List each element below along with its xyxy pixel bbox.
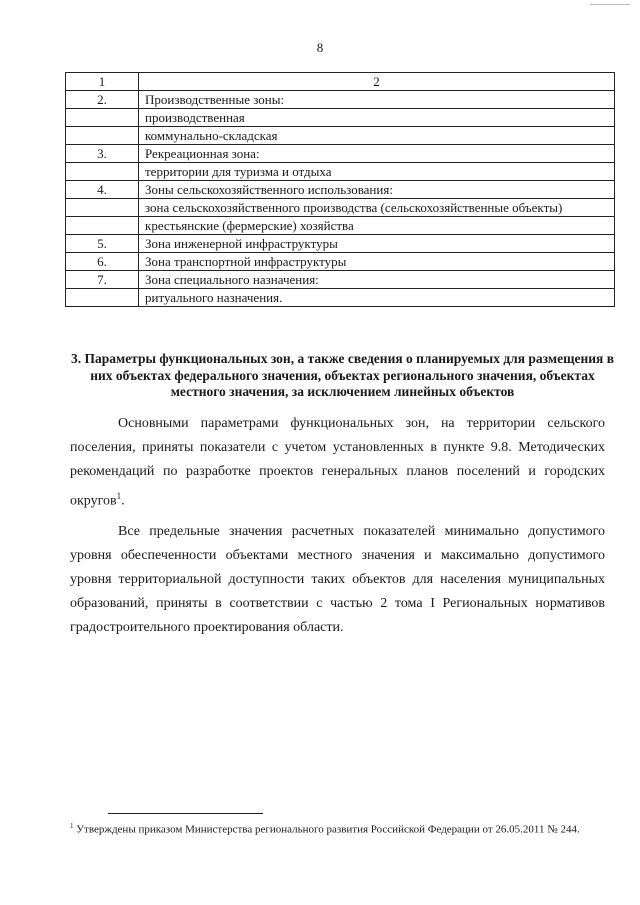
table-row-number (66, 109, 139, 127)
scan-edge-mark (590, 0, 630, 5)
footnote-separator (108, 813, 263, 814)
table-row-number: 4. (66, 181, 139, 199)
table-row-zone: Рекреационная зона: (139, 145, 615, 163)
table-row-number: 3. (66, 145, 139, 163)
table-row-number: 2. (66, 91, 139, 109)
table-row-number (66, 217, 139, 235)
table-row (66, 253, 615, 271)
table-row (66, 199, 615, 217)
table-row-number (66, 127, 139, 145)
table-row-number: 5. (66, 235, 139, 253)
page-number: 8 (316, 40, 324, 55)
table-row-number (66, 163, 139, 181)
paragraph-parameters-text: Основными параметрами функциональных зон, на территории сельского поселения, приняты показатели с учетом установленных в пункте 9.8. Методических рекомендаций по разработке проектов генеральных планов поселений и городских округов (70, 416, 605, 509)
table-row (66, 127, 615, 145)
table-row-number (66, 199, 139, 217)
table-row-number: 6. (66, 253, 139, 271)
table-row (66, 271, 615, 289)
table-row (66, 181, 615, 199)
table-row-number: 7. (66, 271, 139, 289)
table-row-zone: зона сельскохозяйственного производства (сельскохозяйственные объекты) (139, 199, 615, 217)
footnote (70, 819, 615, 838)
table-row-zone: Зона специального назначения: (139, 271, 615, 289)
footnote-text: Утверждены приказом Министерства регионального развития Российской Федерации от 26.05.2011 № 244. (73, 823, 580, 836)
table-header-col-1: 1 (66, 73, 139, 91)
table-row-zone: ритуального назначения. (139, 289, 615, 307)
table-header-row (66, 73, 615, 91)
section-heading: 3. Параметры функциональных зон, а также сведения о планируемых для размещения в них объектах федерального значения, объектах регионального значения, объектах местного значения, за исключением линейных объектов (70, 351, 615, 399)
functional-zones-table (65, 72, 615, 307)
table-row-zone: Зоны сельскохозяйственного использования: (139, 181, 615, 199)
table-row-zone: Производственные зоны: (139, 91, 615, 109)
table-row-number (66, 289, 139, 307)
table-row (66, 163, 615, 181)
table-row-zone: коммунально-складская (139, 127, 615, 145)
paragraph-limit-values (70, 520, 605, 640)
table-row-zone: производственная (139, 109, 615, 127)
table-row (66, 145, 615, 163)
table-row (66, 289, 615, 307)
table-row-zone: территории для туризма и отдыха (139, 163, 615, 181)
table-row-zone: крестьянские (фермерские) хозяйства (139, 217, 615, 235)
paragraph-parameters-end: . (121, 493, 125, 509)
table-row (66, 91, 615, 109)
footnote-mark: 1 (70, 822, 74, 830)
table-header-col-2: 2 (139, 73, 615, 91)
paragraph-parameters (70, 412, 605, 514)
paragraph-limit-values-text: Все предельные значения расчетных показателей минимально допустимого уровня обеспеченности объектами местного значения и максимально допустимого уровня территориальной доступности таких объектов для населения муниципальных образований, приняты в соответствии с частью 2 тома I Региональных нормативов градостроительного проектирования области. (70, 524, 605, 635)
table-row (66, 235, 615, 253)
table-row (66, 217, 615, 235)
table-row (66, 109, 615, 127)
footnote-reference: 1 (116, 491, 122, 501)
table-row-zone: Зона инженерной инфраструктуры (139, 235, 615, 253)
table-row-zone: Зона транспортной инфраструктуры (139, 253, 615, 271)
